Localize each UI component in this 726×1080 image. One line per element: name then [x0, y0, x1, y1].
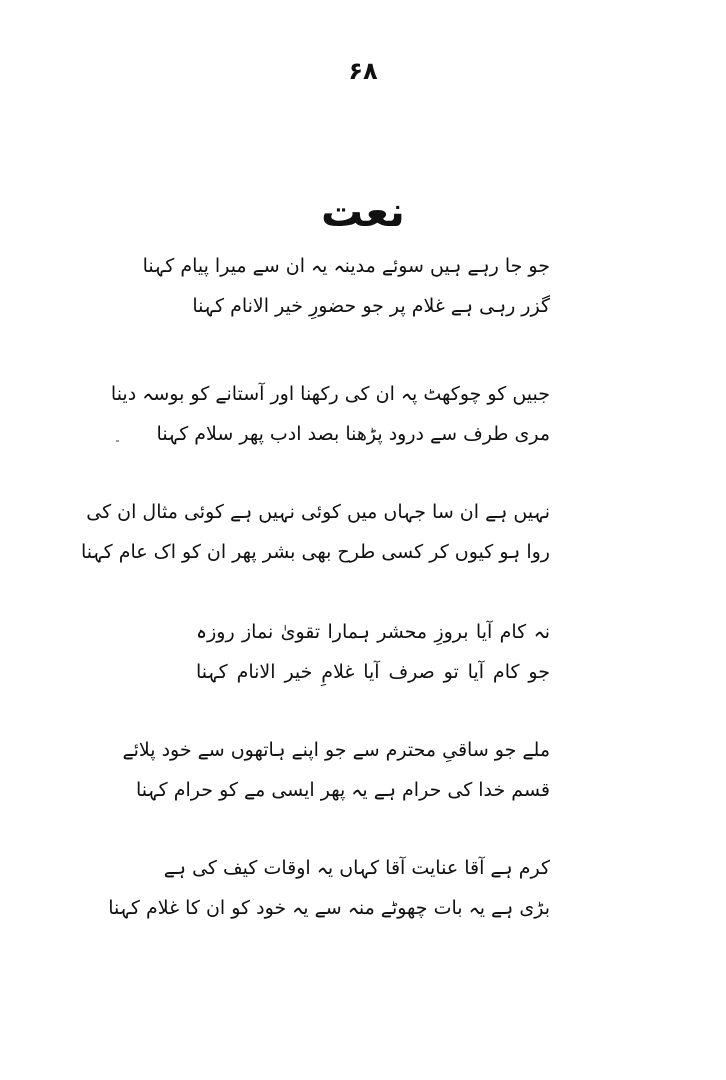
verse-line: کرم ہے آقا عنایت آقا کہاں یہ اوقات کیف کی ہے [163, 857, 550, 879]
verse-line: جبیں کو چوکھٹ پہ ان کی رکھنا اور آستانے کو بوسہ دینا [110, 383, 550, 405]
scan-speck [116, 440, 119, 442]
verse-line: جو کام آیا تو صرف آیا غلامِ خیر الانام کہنا [196, 661, 550, 683]
verse-line: نہیں ہے ان سا جہاں میں کوئی نہیں ہے کوئی مثال ان کی [86, 501, 550, 523]
verse-line: جو جا رہے ہیں سوئے مدینہ یہ ان سے میرا پیام کہنا [142, 255, 550, 277]
stanza-3 [81, 492, 550, 572]
verse-line: ملے جو ساقیِ محترم سے جو اپنے ہاتھوں سے خود پلائے [122, 739, 550, 761]
verse-line: قسم خدا کی حرام ہے یہ پھر ایسی مے کو حرام کہنا [136, 779, 550, 801]
verse-line: مری طرف سے درود پڑھنا بصد ادب پھر سلام کہنا [156, 423, 550, 445]
poem-title: نعت [321, 187, 405, 236]
stanza-5 [122, 730, 550, 810]
verse-line: بڑی ہے یہ بات چھوٹے منہ سے یہ خود کو ان کا غلام کہنا [108, 897, 550, 919]
stanza-6 [108, 848, 550, 928]
page-number: ۶۸ [348, 57, 378, 85]
stanza-4 [196, 612, 550, 692]
verse-line: گزر رہی ہے غلام پر جو حضورِ خیر الانام کہنا [192, 295, 550, 317]
stanza-1 [142, 246, 550, 326]
verse-line: نہ کام آیا بروزِ محشر ہمارا تقویٰ نماز روزہ [196, 621, 550, 643]
verse-line: روا ہو کیوں کر کسی طرح بھی بشر پھر ان کو اک عام کہنا [81, 541, 550, 563]
stanza-2 [110, 374, 550, 454]
